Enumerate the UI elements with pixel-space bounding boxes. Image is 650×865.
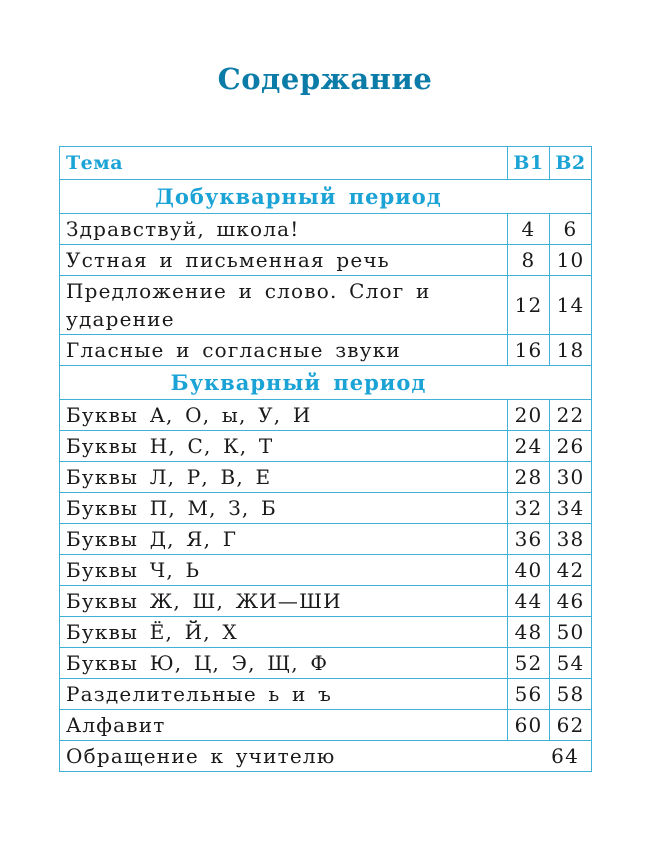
table-row[interactable] — [60, 648, 592, 679]
header-topic: Тема — [60, 147, 508, 180]
row-b1: 24 — [508, 431, 550, 462]
row-topic: Разделительные ь и ъ — [60, 679, 508, 710]
row-b1: 52 — [508, 648, 550, 679]
table-row[interactable] — [60, 679, 592, 710]
header-b2: В2 — [550, 147, 592, 180]
row-b2: 18 — [550, 335, 592, 366]
row-b1: 4 — [508, 214, 550, 245]
row-b1: 32 — [508, 493, 550, 524]
row-b2: 22 — [550, 400, 592, 431]
row-topic: Буквы Ю, Ц, Э, Щ, Ф — [60, 648, 508, 679]
row-b1: 28 — [508, 462, 550, 493]
table-row[interactable] — [60, 245, 592, 276]
footer-topic: Обращение к учителю — [66, 744, 336, 768]
row-b2: 10 — [550, 245, 592, 276]
table-row[interactable] — [60, 617, 592, 648]
section-heading-row — [60, 366, 592, 400]
contents-table — [59, 146, 592, 772]
row-topic: Буквы Д, Я, Г — [60, 524, 508, 555]
row-b2: 30 — [550, 462, 592, 493]
row-b2: 38 — [550, 524, 592, 555]
row-topic: Буквы А, О, ы, У, И — [60, 400, 508, 431]
row-b1: 20 — [508, 400, 550, 431]
row-topic: Гласные и согласные звуки — [60, 335, 508, 366]
section-heading-row — [60, 180, 592, 214]
row-b1: 8 — [508, 245, 550, 276]
table-row[interactable] — [60, 462, 592, 493]
row-topic: Буквы П, М, З, Б — [60, 493, 508, 524]
table-row[interactable] — [60, 276, 592, 335]
row-topic: Буквы Л, Р, В, Е — [60, 462, 508, 493]
row-b2: 6 — [550, 214, 592, 245]
row-b2: 62 — [550, 710, 592, 741]
footer-page: 64 — [551, 744, 579, 768]
row-b1: 16 — [508, 335, 550, 366]
row-b1: 44 — [508, 586, 550, 617]
row-b2: 34 — [550, 493, 592, 524]
row-topic: Устная и письменная речь — [60, 245, 508, 276]
table-row[interactable] — [60, 710, 592, 741]
row-b2: 26 — [550, 431, 592, 462]
table-row[interactable] — [60, 214, 592, 245]
table-row[interactable] — [60, 586, 592, 617]
header-b1: В1 — [508, 147, 550, 180]
row-b1: 48 — [508, 617, 550, 648]
row-b2: 50 — [550, 617, 592, 648]
row-topic: Буквы Ж, Ш, ЖИ—ШИ — [60, 586, 508, 617]
row-b2: 46 — [550, 586, 592, 617]
row-topic: Алфавит — [60, 710, 508, 741]
table-row[interactable] — [60, 493, 592, 524]
table-row[interactable] — [60, 335, 592, 366]
row-topic: Буквы Н, С, К, Т — [60, 431, 508, 462]
row-b1: 60 — [508, 710, 550, 741]
table-row[interactable] — [60, 555, 592, 586]
section-heading: Добукварный период — [60, 180, 592, 214]
row-topic: Предложение и слово. Слог и ударение — [60, 276, 508, 335]
table-row[interactable] — [60, 524, 592, 555]
row-topic: Буквы Ч, Ь — [60, 555, 508, 586]
footer-cell — [60, 741, 592, 772]
row-b2: 42 — [550, 555, 592, 586]
table-footer-row[interactable] — [60, 741, 592, 772]
row-b1: 40 — [508, 555, 550, 586]
row-topic: Буквы Ё, Й, Х — [60, 617, 508, 648]
row-b2: 58 — [550, 679, 592, 710]
row-b1: 12 — [508, 276, 550, 335]
row-topic: Здравствуй, школа! — [60, 214, 508, 245]
table-row[interactable] — [60, 431, 592, 462]
section-heading: Букварный период — [60, 366, 592, 400]
row-b1: 36 — [508, 524, 550, 555]
table-row[interactable] — [60, 400, 592, 431]
table-header-row — [60, 147, 592, 180]
row-b2: 54 — [550, 648, 592, 679]
row-b1: 56 — [508, 679, 550, 710]
page-title: Содержание — [217, 62, 433, 96]
row-b2: 14 — [550, 276, 592, 335]
